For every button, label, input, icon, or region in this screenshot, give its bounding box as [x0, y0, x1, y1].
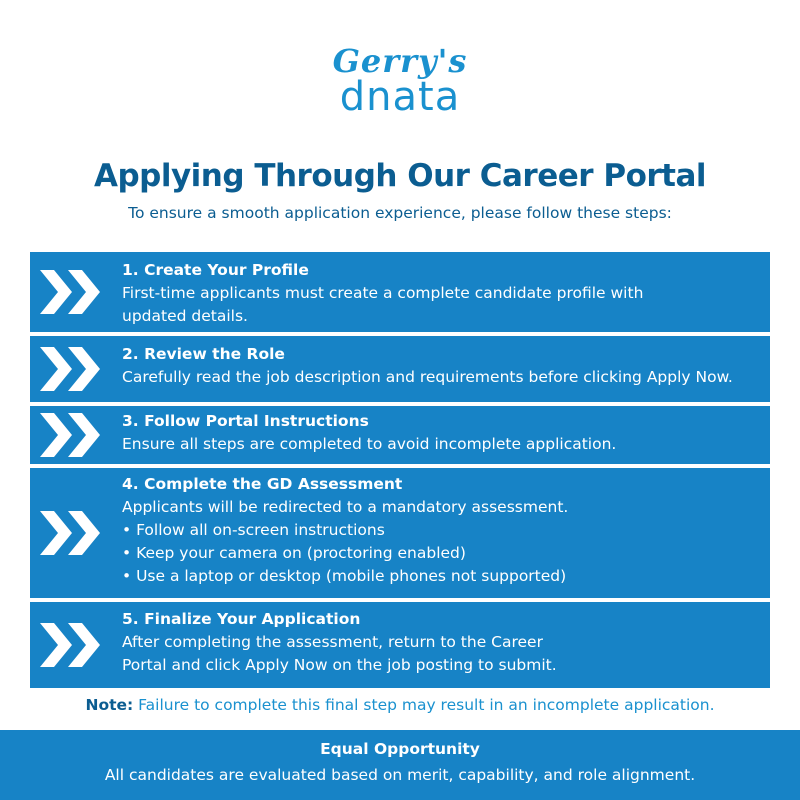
step-text — [122, 473, 767, 588]
double-chevron-right-icon — [40, 270, 102, 314]
step-text — [122, 608, 767, 677]
step-title: 5. Finalize Your Application — [122, 610, 361, 628]
step-title: 1. Create Your Profile — [122, 261, 309, 279]
step-bullet: • Use a laptop or desktop (mobile phones not supported) — [122, 567, 567, 585]
double-chevron-right-icon — [40, 347, 102, 391]
double-chevron-right-icon — [40, 623, 102, 667]
note-text: Failure to complete this final step may result in an incomplete application. — [133, 696, 715, 714]
step-card-2 — [30, 336, 770, 402]
footer-title: Equal Opportunity — [320, 740, 480, 758]
step-line: After completing the assessment, return to the Career — [122, 633, 543, 651]
step-text — [122, 410, 767, 456]
step-line: Carefully read the job description and requirements before clicking Apply Now. — [122, 368, 733, 386]
step-line: First-time applicants must create a complete candidate profile with — [122, 284, 644, 302]
footer-banner — [0, 730, 800, 800]
step-text — [122, 259, 767, 328]
step-bullet: • Follow all on-screen instructions — [122, 521, 385, 539]
step-line: Ensure all steps are completed to avoid incomplete application. — [122, 435, 617, 453]
double-chevron-right-icon — [40, 511, 102, 555]
step-text — [122, 343, 767, 389]
step-title: 3. Follow Portal Instructions — [122, 412, 369, 430]
note — [0, 696, 800, 714]
double-chevron-right-icon — [40, 413, 102, 457]
step-title: 2. Review the Role — [122, 345, 285, 363]
step-title: 4. Complete the GD Assessment — [122, 475, 403, 493]
step-card-4 — [30, 468, 770, 598]
page-subtitle: To ensure a smooth application experience, please follow these steps: — [128, 204, 672, 222]
step-line: updated details. — [122, 307, 248, 325]
logo-script-text: Gerry's — [332, 42, 468, 80]
footer-text: All candidates are evaluated based on merit, capability, and role alignment. — [104, 766, 696, 784]
step-card-5 — [30, 602, 770, 688]
step-line: Applicants will be redirected to a mandatory assessment. — [122, 498, 569, 516]
step-card-3 — [30, 406, 770, 464]
logo-main-text: dnata — [339, 74, 461, 120]
note-label: Note: — [85, 696, 134, 714]
step-line: Portal and click Apply Now on the job posting to submit. — [122, 656, 557, 674]
company-logo — [0, 42, 800, 124]
page-title: Applying Through Our Career Portal — [93, 158, 707, 194]
step-bullet: • Keep your camera on (proctoring enabled) — [122, 544, 466, 562]
step-card-1 — [30, 252, 770, 332]
